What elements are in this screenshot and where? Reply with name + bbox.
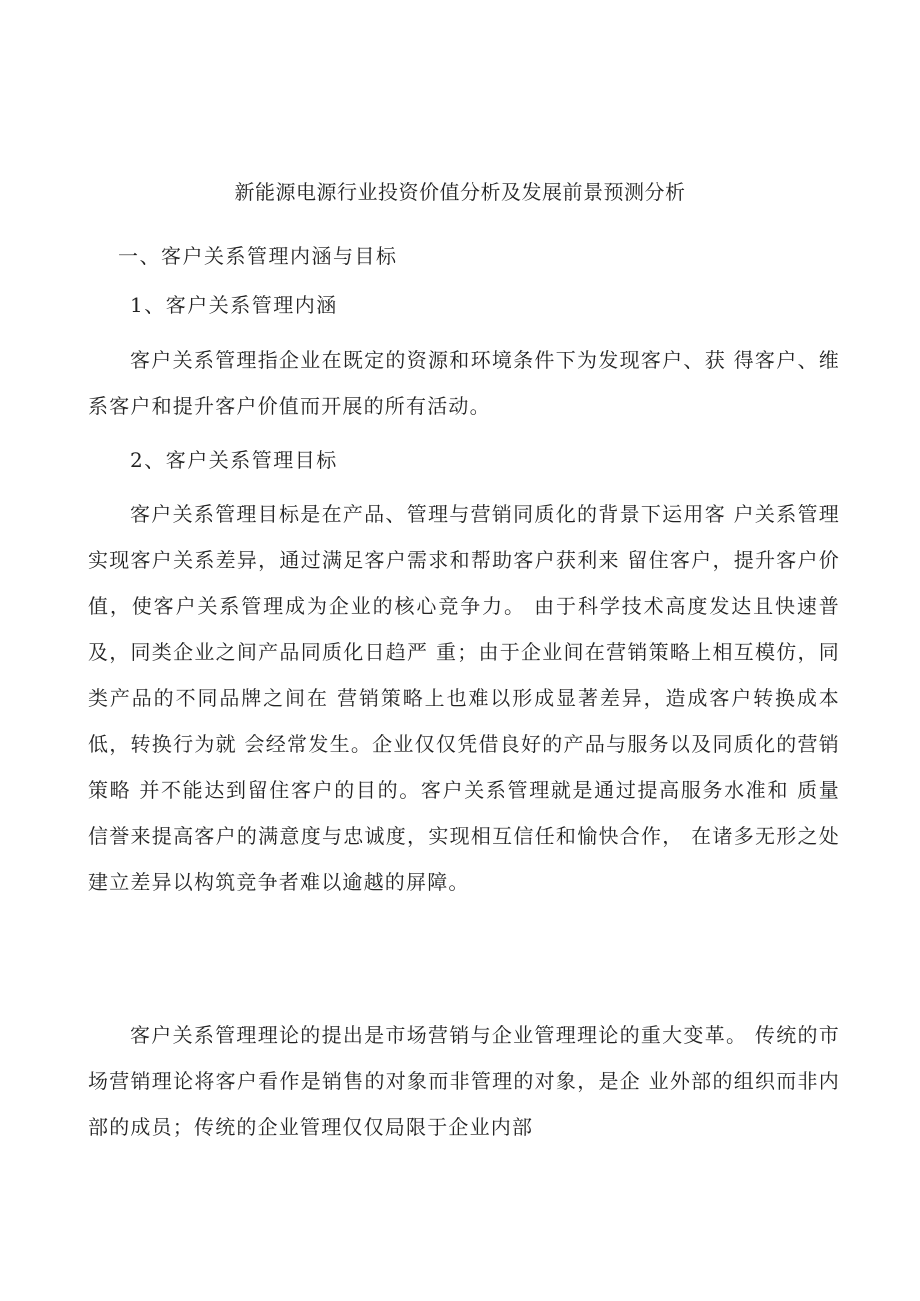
paragraph-2: 客户关系管理目标是在产品、管理与营销同质化的背景下运用客 户关系管理实现客户关系差异，通过满足客户需求和帮助客户获利来 留住客户，提升客户价值，使客户关系管理成为企业的核心竞争力。 由于科学技术高度发达且快速普及，同类企业之间产品同质化日趋严 重；由于企业间在营销策略上相互模仿，同类产品的不同品牌之间在 营销策略上也难以形成显著差异，造成客户转换成本低，转换行为就 会经常发生。企业仅仅凭借良好的产品与服务以及同质化的营销策略 并不能达到留住客户的目的。客户关系管理就是通过提高服务水准和 质量信誉来提高客户的满意度与忠诚度，实现相互信任和愉快合作， 在诸多无形之处建立差异以构筑竞争者难以逾越的屏障。	[88, 502, 840, 894]
paragraph-1: 客户关系管理指企业在既定的资源和环境条件下为发现客户、获 得客户、维系客户和提升客户价值而开展的所有活动。	[88, 348, 840, 418]
subsection-heading-1: 1、客户关系管理内涵	[130, 293, 338, 317]
subsection-heading-2: 2、客户关系管理目标	[130, 448, 338, 472]
section-heading: 一、客户关系管理内涵与目标	[118, 244, 398, 268]
document-title: 新能源电源行业投资价值分析及发展前景预测分析	[234, 180, 686, 204]
paragraph-3: 客户关系管理理论的提出是市场营销与企业管理理论的重大变革。 传统的市场营销理论将客户看作是销售的对象而非管理的对象，是企 业外部的组织而非内部的成员；传统的企业管理仅仅局限于企业内部	[88, 1023, 840, 1139]
